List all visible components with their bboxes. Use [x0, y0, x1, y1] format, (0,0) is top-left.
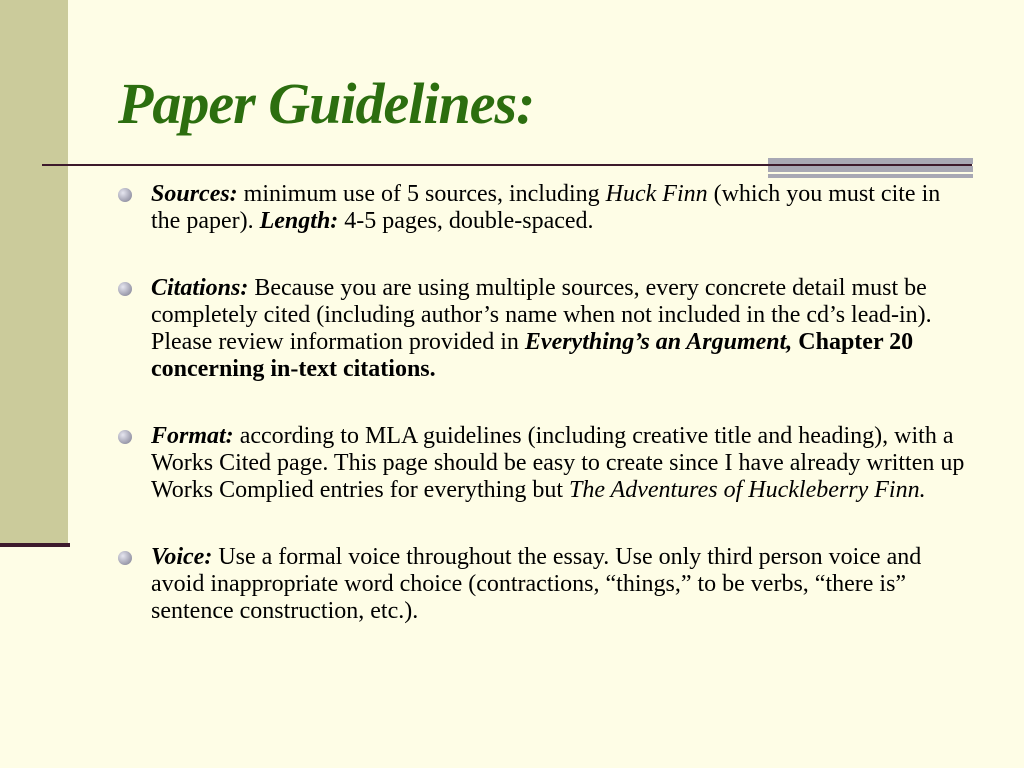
bullet-italic-text: Huck Finn	[605, 181, 708, 207]
bullet-label: Format:	[151, 423, 234, 449]
bullet-text: minimum use of 5 sources, including	[237, 181, 606, 207]
bullet-sources	[118, 181, 968, 235]
bullet-label: Voice:	[151, 544, 213, 570]
bullet-label: Sources:	[151, 181, 238, 207]
bullet-bold-text: Chapter 20 concerning in-text citations.	[151, 329, 914, 382]
bullet-dot-icon	[118, 551, 132, 565]
bullet-dot-icon	[118, 188, 132, 202]
bullet-label: Length:	[259, 208, 339, 234]
bullet-citations	[118, 275, 968, 383]
left-decorative-bar	[0, 0, 68, 545]
bullet-text: according to MLA guidelines (including creative title and heading), with a Works Cited page. This page should be easy to create since I have already written up Works Complied entries for everything but	[151, 423, 965, 503]
bullet-dot-icon	[118, 430, 132, 444]
bullet-list	[118, 181, 968, 665]
slide-title: Paper Guidelines:	[118, 71, 535, 136]
bullet-text: Because you are using multiple sources, every concrete detail must be completely cited (including author’s name when not included in the cd’s lead-in). Please review information provided in	[151, 275, 932, 355]
bullet-label: Citations:	[151, 275, 249, 301]
bullet-text: 4-5 pages, double-spaced.	[338, 208, 594, 234]
bullet-format	[118, 423, 968, 504]
bullet-text: (which you must cite in the paper).	[151, 181, 941, 234]
title-accent-stripes	[768, 158, 973, 178]
left-bar-underline	[0, 543, 70, 547]
bullet-italic-text: The Adventures of Huckleberry Finn.	[568, 477, 926, 503]
bullet-voice	[118, 544, 968, 625]
bullet-text: Use a formal voice throughout the essay. Use only third person voice and avoid inappropriate word choice (contractions, “things,” to be verbs, “there is” sentence construction, etc.).	[151, 544, 922, 624]
bullet-dot-icon	[118, 282, 132, 296]
bullet-bold-italic-text: Everything’s an Argument,	[524, 329, 793, 355]
